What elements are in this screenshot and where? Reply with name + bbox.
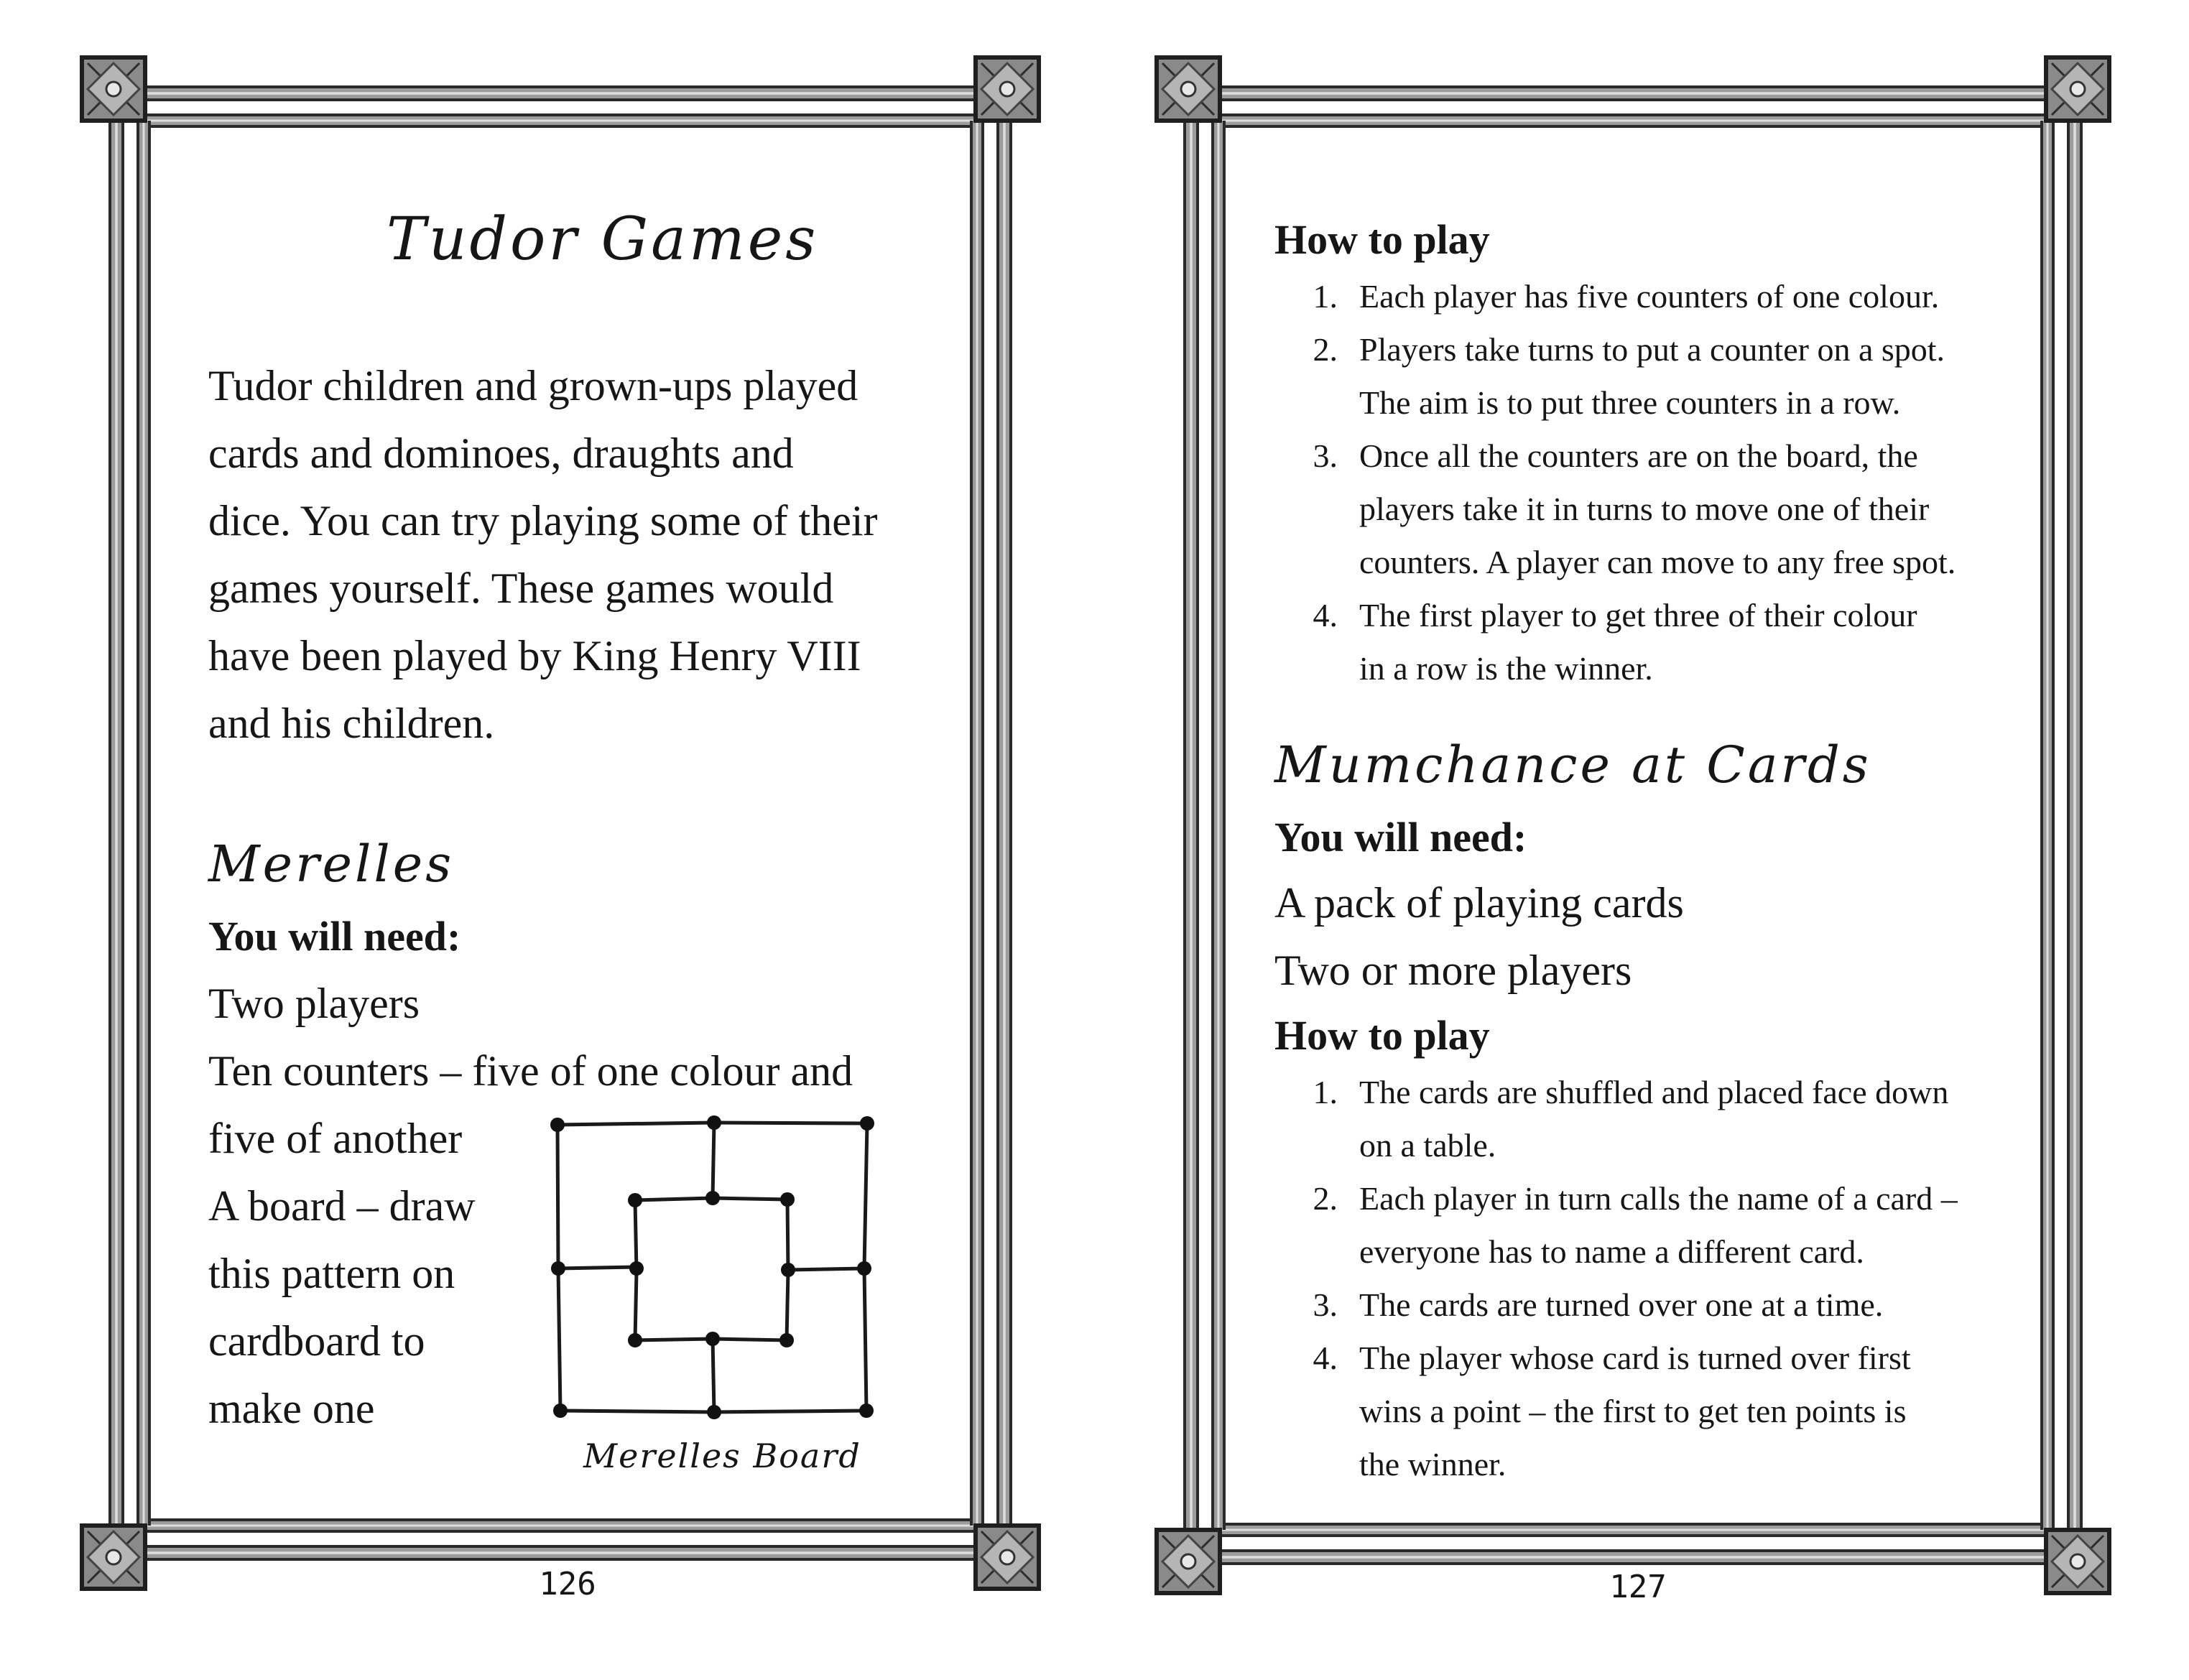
top-connector [713,1123,714,1198]
merelles-need-heading: You will need: [208,913,461,960]
mumchance-title: Mumchance at Cards [1274,735,1871,794]
need-line: Two players [208,980,420,1027]
step-item [1313,270,1956,323]
right-connector [788,1268,864,1270]
step-item [1313,1332,1958,1491]
mumchance-steps [1313,1066,1958,1491]
step-item [1313,1172,1958,1278]
frame-corner-boss [1181,1554,1195,1569]
page-number-left: 126 [539,1566,596,1602]
step-number: 3. [1313,1286,1338,1323]
mumchance-needs-list [1274,869,1684,1004]
board-spot [551,1261,565,1276]
board-spot [628,1193,642,1207]
step-line: wins a point – the first to get ten points is [1359,1393,1907,1429]
step-line: in a row is the winner. [1359,650,1653,687]
step-number: 1. [1313,278,1338,315]
step-line: Each player has five counters of one colour. [1359,278,1940,315]
board-spot [705,1191,720,1205]
step-line: The first player to get three of their colour [1359,597,1917,634]
frame-corner-boss [106,1550,121,1564]
step-line: the winner. [1359,1446,1507,1482]
left-connector [558,1267,637,1268]
step-number: 4. [1313,1340,1338,1376]
mumchance-need-heading: You will need: [1274,814,1527,860]
board-spot [628,1333,642,1347]
board-spot [707,1115,721,1130]
frame-corner-boss [106,82,121,96]
board-spot [707,1405,721,1419]
step-number: 4. [1313,597,1338,634]
need-line: make one [208,1385,375,1432]
step-number: 2. [1313,331,1338,368]
step-line: The cards are shuffled and placed face down [1359,1074,1949,1110]
need-line: five of another [208,1115,463,1162]
frame-corner-boss [2070,82,2085,96]
step-line: The cards are turned over one at a time. [1359,1286,1884,1323]
step-line: everyone has to name a different card. [1359,1233,1864,1270]
merelles-board-diagram [546,1113,876,1429]
board-spot [705,1332,720,1346]
step-line: players take it in turns to move one of their [1359,491,1930,527]
intro-line: Tudor children and grown-ups played [208,362,859,409]
how-to-play-heading: How to play [1274,216,1490,263]
board-spot [629,1261,644,1276]
step-line: Once all the counters are on the board, the [1359,437,1918,474]
how-to-play-heading-2: How to play [1274,1012,1490,1059]
step-line: counters. A player can move to any free spot. [1359,544,1956,580]
step-item [1313,1066,1958,1172]
step-line: on a table. [1359,1127,1496,1164]
page-number-right: 127 [1609,1569,1667,1605]
step-number: 1. [1313,1074,1338,1110]
frame-corner-boss [1000,1550,1014,1564]
step-number: 3. [1313,437,1338,474]
step-line: Each player in turn calls the name of a card – [1359,1180,1958,1217]
step-line: The aim is to put three counters in a row. [1359,384,1901,421]
frame-corner-boss [1000,82,1014,96]
board-spot [779,1333,794,1347]
merelles-steps [1313,270,1956,695]
step-number: 2. [1313,1180,1338,1217]
frame-corner-boss [1181,82,1195,96]
intro-line: cards and dominoes, draughts and [208,430,794,477]
merelles-title: Merelles [208,835,455,894]
need-line: A pack of playing cards [1274,879,1684,927]
board-spot [781,1263,795,1277]
need-line: this pattern on [208,1250,455,1297]
bottom-connector [713,1339,714,1412]
need-line: A board – draw [208,1182,476,1230]
intro-line: games yourself. These games would [208,565,834,612]
board-spot [553,1403,568,1418]
step-item [1313,430,1956,589]
intro-line: dice. You can try playing some of their [208,497,878,544]
intro-line: and his children. [208,700,495,747]
need-line: Ten counters – five of one colour and [208,1047,853,1095]
board-spot [859,1403,874,1418]
intro-line: have been played by King Henry VIII [208,632,861,679]
intro-paragraph [208,352,878,757]
board-spot [550,1118,565,1132]
board-spot [860,1116,874,1131]
step-item [1313,323,1956,430]
step-item [1313,589,1956,695]
inner-square [635,1198,788,1340]
step-line: Players take turns to put a counter on a spot. [1359,331,1945,368]
frame-corner-boss [2070,1554,2085,1569]
need-line: cardboard to [208,1317,425,1365]
board-spot [857,1261,871,1276]
step-item [1313,1278,1958,1332]
board-caption: Merelles Board [583,1437,861,1475]
board-spot [780,1192,795,1207]
need-line: Two or more players [1274,947,1632,994]
step-line: The player whose card is turned over first [1359,1340,1911,1376]
page-title: Tudor Games [387,205,819,274]
